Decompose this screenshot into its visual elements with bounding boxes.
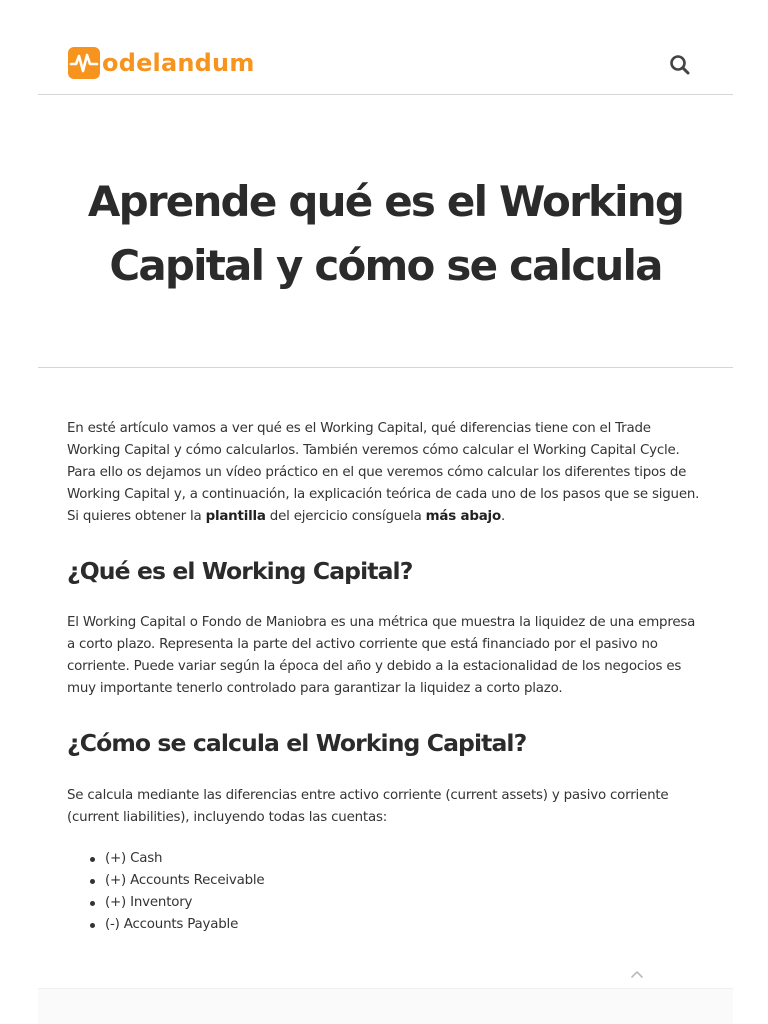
- search-icon: [667, 52, 693, 78]
- list-item: (+) Cash: [105, 848, 264, 870]
- intro-bold-mas-abajo: más abajo: [425, 509, 501, 524]
- intro-paragraph: [67, 418, 707, 528]
- accounts-list: [105, 848, 264, 936]
- page-title: Aprende qué es el Working Capital y cómo se calcula: [87, 177, 684, 290]
- search-button[interactable]: [667, 52, 693, 78]
- site-header: [38, 0, 733, 95]
- chevron-up-icon: [627, 964, 647, 984]
- intro-text: En esté artículo vamos a ver qué es el Working Capital, qué diferencias tiene con el Trade Working Capital y cómo calcularlos. También veremos cómo calcular el Working Capital Cycle. Para ello os dejamos un vídeo práctico en el que veremos cómo calcular los diferentes tipos de Working Capital y, a continuación, la explicación teórica de cada uno de los pasos que se siguen. Si quieres obtener la: [67, 421, 700, 524]
- scroll-top-button[interactable]: [627, 964, 647, 984]
- list-item: (-) Accounts Payable: [105, 914, 264, 936]
- logo-m-icon: [68, 47, 100, 79]
- footer-bar: [38, 988, 733, 1024]
- section-paragraph-what: El Working Capital o Fondo de Maniobra es una métrica que muestra la liquidez de una empresa a corto plazo. Representa la parte del activo corriente que está financiado por el pasivo no corriente. Puede variar según la época del año y debido a la estacionalidad de los negocios es muy importante tenerlo controlado para garantizar la liquidez a corto plazo.: [67, 615, 696, 696]
- section-heading-what: ¿Qué es el Working Capital?: [67, 557, 413, 585]
- title-section: [38, 96, 733, 368]
- section-heading-how: ¿Cómo se calcula el Working Capital?: [67, 729, 527, 757]
- site-logo[interactable]: [68, 46, 255, 80]
- section-paragraph-how: Se calcula mediante las diferencias entre activo corriente (current assets) y pasivo corriente (current liabilities), incluyendo todas las cuentas:: [67, 788, 669, 825]
- article-content: [67, 418, 707, 932]
- logo-text: odelandum: [102, 49, 255, 77]
- intro-text-2: del ejercicio consíguela: [265, 509, 426, 524]
- intro-text-3: .: [500, 509, 506, 524]
- intro-bold-plantilla: plantilla: [205, 509, 266, 524]
- list-item: (+) Accounts Receivable: [105, 870, 264, 892]
- list-item: (+) Inventory: [105, 892, 264, 914]
